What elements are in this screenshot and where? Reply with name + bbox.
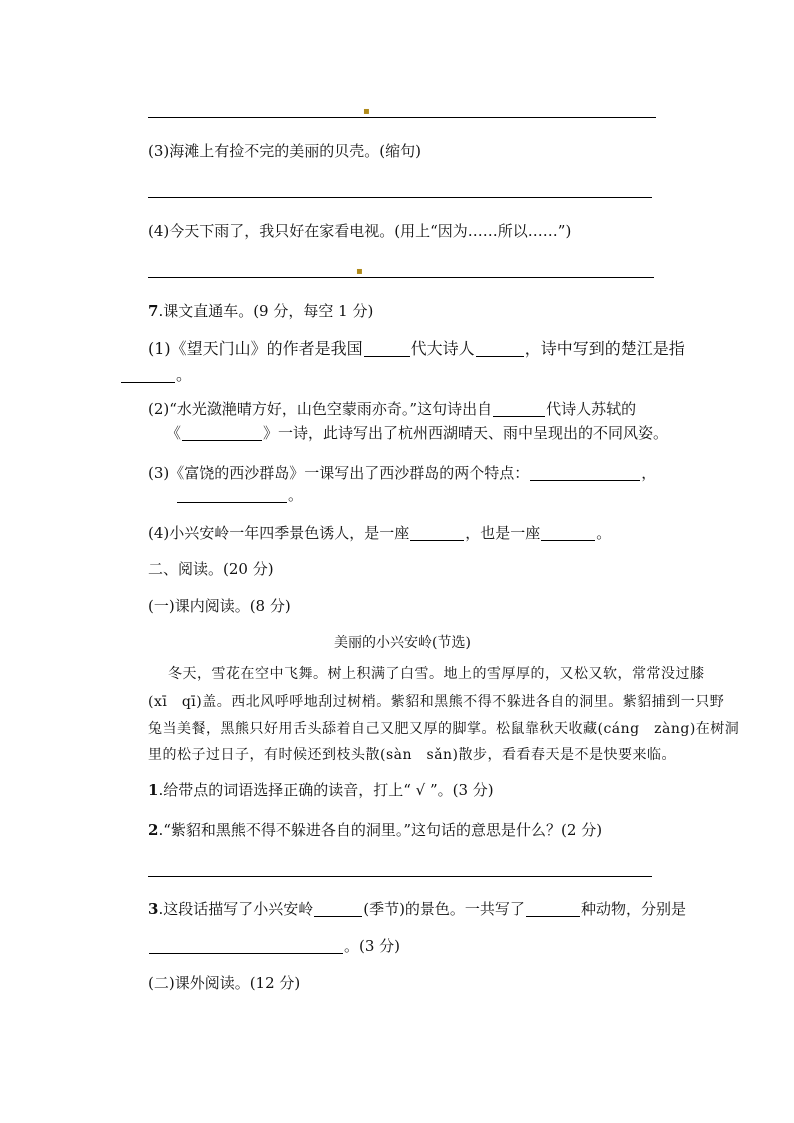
q7-item2 bbox=[148, 399, 636, 419]
passage-line-2: (xī qī)盖。西北风呼呼地刮过树梢。紫貂和黑熊不得不躲进各自的洞里。紫貂捕到一只野 bbox=[148, 694, 725, 710]
q7-item3-end: 。 bbox=[288, 486, 304, 504]
q6-item3: (3)海滩上有捡不完的美丽的贝壳。(缩句) bbox=[148, 142, 421, 160]
reading-q3 bbox=[148, 899, 686, 919]
reading-q1 bbox=[148, 780, 494, 800]
q7-item2-text-a: (2)“水光潋滟晴方好，山色空蒙雨亦奇。”这句诗出自 bbox=[148, 400, 493, 418]
q7-item1 bbox=[148, 339, 685, 359]
answer-line bbox=[148, 197, 652, 198]
reading-q3-text-a: .这段话描写了小兴安岭 bbox=[158, 900, 314, 918]
answer-blank[interactable] bbox=[493, 401, 545, 417]
answer-blank[interactable] bbox=[314, 901, 362, 917]
reading-q3-number: 3 bbox=[148, 900, 159, 918]
reading-q3-text-b: (季节)的景色。一共写了 bbox=[363, 900, 525, 918]
reading-q2 bbox=[148, 820, 602, 840]
answer-blank[interactable] bbox=[410, 525, 464, 541]
reading-q3-end: 。(3 分) bbox=[344, 937, 401, 955]
q7-item1-cont bbox=[120, 365, 192, 385]
answer-blank[interactable] bbox=[526, 901, 580, 917]
q7-item4-end: 。 bbox=[596, 524, 612, 542]
passage-title: 美丽的小兴安岭(节选) bbox=[334, 635, 471, 651]
q7-item3-cont bbox=[176, 485, 303, 505]
answer-line bbox=[148, 117, 656, 118]
answer-blank[interactable] bbox=[149, 938, 343, 954]
passage-line-1: 冬天，雪花在空中飞舞。树上积满了白雪。地上的雪厚厚的，又松又软，常常没过膝 bbox=[168, 666, 705, 682]
q7-item1-text-c: ，诗中写到的楚江是指 bbox=[524, 339, 685, 358]
q7-item2-cont bbox=[166, 423, 668, 443]
answer-blank[interactable] bbox=[530, 465, 640, 481]
q7-item1-end: 。 bbox=[176, 365, 193, 384]
q7-item2-text-d: 》一诗，此诗写出了杭州西湖晴天、雨中呈现出的不同风姿。 bbox=[263, 424, 669, 442]
reading-q2-text: .“紫貂和黑熊不得不躲进各自的洞里。”这句话的意思是什么？(2 分) bbox=[158, 821, 603, 839]
passage-line-3: 兔当美餐，黑熊只好用舌头舔着自己又肥又厚的脚掌。松鼠靠秋天收藏(cáng zàng)在树洞 bbox=[148, 721, 740, 737]
answer-blank[interactable] bbox=[177, 487, 287, 503]
q7-item3 bbox=[148, 463, 656, 483]
reading-q3-cont bbox=[148, 936, 400, 956]
q7-item1-text-a: (1)《望天门山》的作者是我国 bbox=[148, 339, 363, 358]
passage-line-4: 里的松子过日子，有时候还到枝头散(sàn sǎn)散步，看看春天是不是快要来临。 bbox=[148, 747, 677, 763]
section2-heading: 二、阅读。(20 分) bbox=[148, 560, 274, 578]
q7-title-text: .课文直通车。(9 分，每空 1 分) bbox=[158, 302, 374, 320]
q7-title bbox=[148, 301, 373, 321]
section2-sub2: (二)课外阅读。(12 分) bbox=[148, 974, 301, 992]
q7-item4-text-b: ，也是一座 bbox=[465, 524, 541, 542]
q6-item4: (4)今天下雨了，我只好在家看电视。(用上“因为……所以……”) bbox=[148, 222, 572, 240]
answer-blank[interactable] bbox=[364, 341, 410, 357]
q7-number: 7 bbox=[148, 302, 159, 320]
answer-line bbox=[148, 876, 652, 877]
dot-mark: ▪ bbox=[363, 106, 370, 117]
reading-q3-text-c: 种动物，分别是 bbox=[580, 900, 686, 918]
answer-blank[interactable] bbox=[121, 367, 175, 383]
q7-item2-text-c: 《 bbox=[166, 424, 182, 442]
reading-q2-number: 2 bbox=[148, 821, 159, 839]
q7-item1-text-b: 代大诗人 bbox=[410, 339, 475, 358]
q7-item3-text-b: ， bbox=[641, 464, 657, 482]
reading-q1-text: .给带点的词语选择正确的读音，打上“ √ ”。(3 分) bbox=[158, 781, 494, 799]
q7-item2-text-b: 代诗人苏轼的 bbox=[546, 400, 637, 418]
answer-line bbox=[148, 277, 654, 278]
answer-blank[interactable] bbox=[182, 425, 262, 441]
reading-q1-number: 1 bbox=[148, 781, 159, 799]
dot-mark: ▪ bbox=[356, 266, 363, 277]
q7-item4-text-a: (4)小兴安岭一年四季景色诱人，是一座 bbox=[148, 524, 410, 542]
answer-blank[interactable] bbox=[541, 525, 595, 541]
section2-sub1: (一)课内阅读。(8 分) bbox=[148, 597, 291, 615]
answer-blank[interactable] bbox=[476, 341, 524, 357]
q7-item4 bbox=[148, 523, 611, 543]
q7-item3-text-a: (3)《富饶的西沙群岛》一课写出了西沙群岛的两个特点： bbox=[148, 464, 530, 482]
